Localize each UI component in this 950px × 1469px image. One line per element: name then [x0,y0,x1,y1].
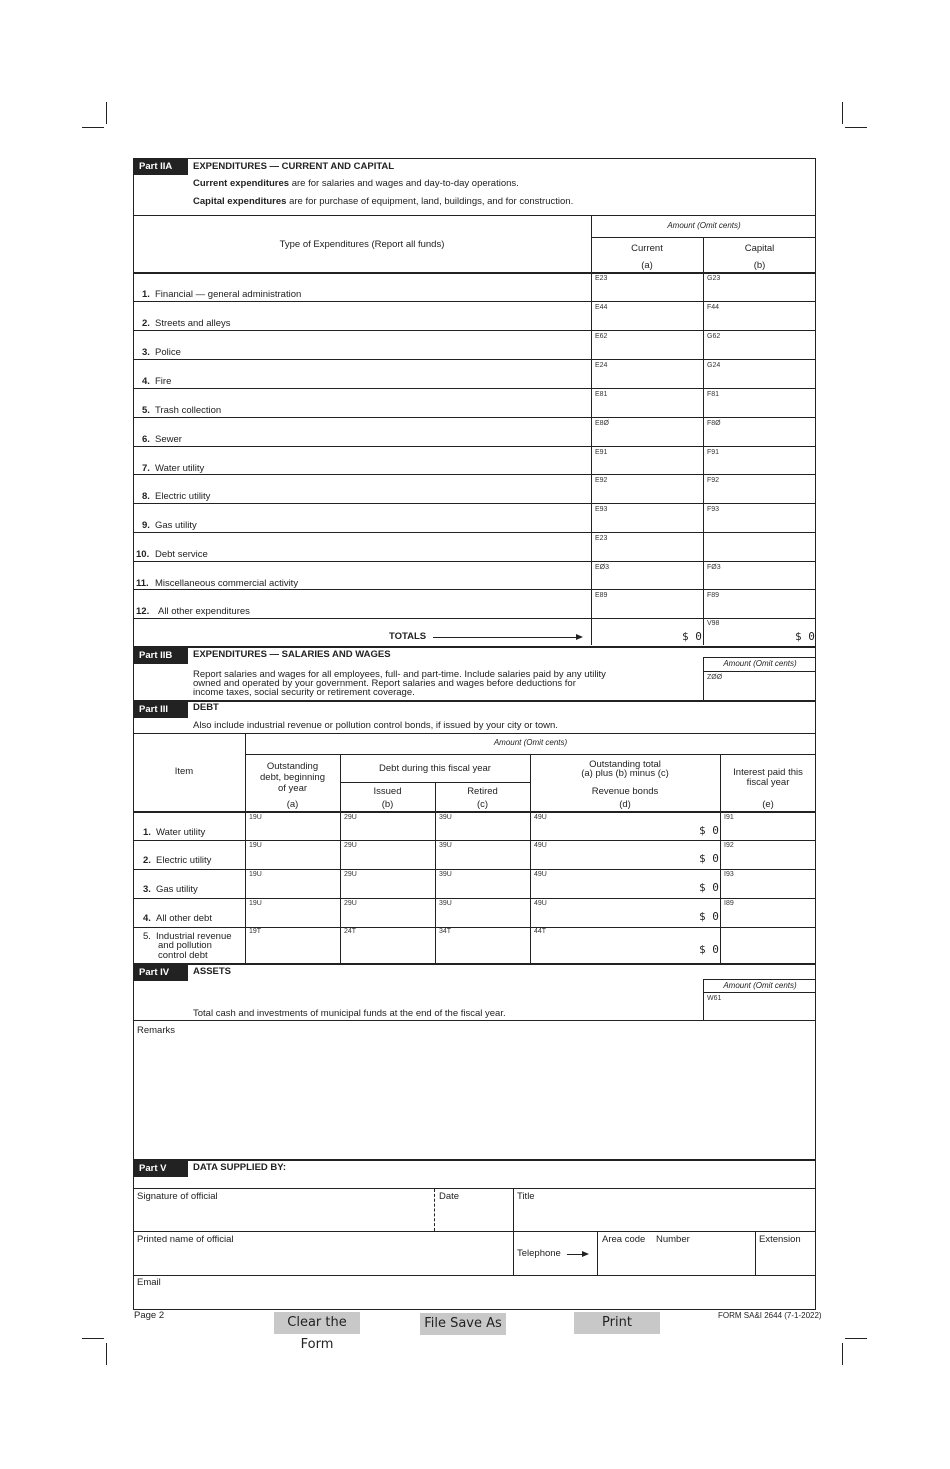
expenditure-current-field[interactable] [593,390,701,416]
debt-code-e: I89 [724,900,734,907]
debt-field-c[interactable] [437,871,528,895]
part-2b-desc-line2: owned and operated by your government. Report salaries and wages before deductions for [193,678,576,689]
debt-code-c: 39U [439,900,452,907]
debt-row-total[interactable]: $ 0 [699,824,719,837]
expenditure-current-field[interactable] [593,448,701,474]
extension-label: Extension [759,1234,801,1245]
expenditure-capital-field[interactable] [705,563,814,589]
crop-mark [845,127,867,128]
expenditure-capital-field[interactable] [705,591,814,617]
debt-field-e[interactable] [722,842,814,866]
debt-code-b: 29U [344,842,357,849]
date-label: Date [439,1191,460,1202]
expenditure-row-num: 8. [142,491,150,502]
part-4-desc: Total cash and investments of municipal funds at the end of the fiscal year. [193,1008,506,1019]
signature-label: Signature of official [137,1191,218,1202]
col-b-sub: (b) [381,799,394,810]
printed-name-field[interactable] [134,1247,512,1274]
expenditure-row-label: Financial — general administration [155,289,302,300]
debt-code-e: I92 [724,842,734,849]
debt-row-label: All other debt [156,913,212,924]
title-label: Title [517,1191,535,1202]
col-current-header: Current [631,243,663,254]
debt-field-a[interactable] [247,871,338,895]
telephone-arrow-icon [567,1254,583,1255]
debt-row-5-code-b: 24T [344,928,357,935]
debt-field-e[interactable] [722,900,814,924]
debt-row-label: Water utility [156,827,206,838]
expenditure-row-num: 6. [142,434,150,445]
print-button[interactable]: Print [574,1312,660,1334]
expenditure-row-num: 9. [142,520,150,531]
expenditure-row-label: Fire [155,376,172,387]
expenditure-row-num: 11. [136,578,149,589]
remarks-label: Remarks [137,1025,176,1036]
clear-form-button[interactable]: Clear the Form [274,1312,360,1334]
debt-row-5-num: 5. [143,931,151,942]
expenditure-code-capital: FØ3 [707,564,721,571]
part-4-title: ASSETS [193,966,232,977]
expenditure-code-current: E92 [595,477,608,484]
expenditure-code-capital: F44 [707,304,720,311]
debt-row-5-label-1: Industrial revenue [156,931,232,942]
expenditure-capital-field[interactable] [705,274,814,300]
debt-code-e: I91 [724,814,734,821]
title-field[interactable] [515,1204,814,1230]
part-2b-amount-header: Amount (Omit cents) [723,659,797,668]
part-2b-title: EXPENDITURES — SALARIES AND WAGES [193,649,391,660]
debt-field-b[interactable] [342,900,433,924]
total-capital-value[interactable]: $ 0 [795,630,815,643]
debt-field-c[interactable] [437,900,528,924]
debt-row-label: Electric utility [156,855,212,866]
expenditure-row-label: Trash collection [155,405,222,416]
col-e-sub: (e) [762,799,774,810]
debt-field-e[interactable] [722,871,814,895]
part-4-code: W61 [707,995,722,1002]
debt-code-b: 29U [344,814,357,821]
col-a-header-3: of year [277,783,308,794]
crop-mark [106,1343,107,1365]
debt-code-d: 49U [534,871,547,878]
debt-row-5-total[interactable]: $ 0 [699,943,719,956]
expenditure-code-current: E23 [595,275,608,282]
col-c-sub: (c) [476,799,489,810]
col-capital-sub: (b) [753,260,766,271]
col-a-header-2: debt, beginning [260,772,325,783]
expenditure-code-current: E91 [595,449,608,456]
expenditure-capital-field[interactable] [705,505,814,531]
telephone-arrowhead-icon [582,1251,589,1257]
expenditure-code-current: E81 [595,391,608,398]
expenditure-row-label: Water utility [155,463,205,474]
debt-code-d: 49U [534,814,547,821]
debt-code-a: 19U [249,900,262,907]
part-2a-title: EXPENDITURES — CURRENT AND CAPITAL [193,161,395,172]
expenditure-code-capital: F81 [707,391,720,398]
part-3-amount-header: Amount (Omit cents) [493,738,568,747]
expenditure-capital-field[interactable] [705,534,814,560]
crop-mark [82,1338,104,1339]
expenditure-row-label: Electric utility [155,491,211,502]
part-2b-tag: Part IIB [134,648,188,664]
expenditure-current-field[interactable] [593,591,701,617]
part-2a-desc-capital: Capital expenditures are for purchase of equipment, land, buildings, and for construction. [193,196,574,207]
col-e-header-2: fiscal year [746,777,790,788]
col-a-header-1: Outstanding [266,761,319,772]
debt-row-5-code-c: 34T [439,928,452,935]
debt-code-a: 19U [249,814,262,821]
expenditure-code-current: E62 [595,333,608,340]
type-of-expenditures-header: Type of Expenditures (Report all funds) [279,239,445,250]
debt-row-label: Gas utility [156,884,198,895]
col-d-header-1: Outstanding total [589,759,661,770]
expenditure-code-capital: F8Ø [707,420,721,427]
date-field[interactable] [437,1204,511,1230]
expenditure-row-num: 7. [142,463,150,474]
debt-field-b[interactable] [342,842,433,866]
date-divider [434,1189,435,1231]
expenditure-row-label: Sewer [155,434,182,445]
col-d-header-3: Revenue bonds [591,786,659,797]
part-2a-amount-header: Amount (Omit cents) [667,221,741,230]
printed-name-label: Printed name of official [137,1234,234,1245]
expenditure-code-capital: F92 [707,477,720,484]
expenditure-current-field[interactable] [593,419,701,445]
expenditure-current-field[interactable] [593,332,701,358]
expenditure-row-num: 3. [142,347,150,358]
expenditure-row-num: 12. [136,606,150,617]
expenditure-code-capital: G23 [707,275,721,282]
debt-row-5-code-d: 44T [534,928,547,935]
totals-label: TOTALS [389,631,427,642]
expenditure-row-num: 4. [142,376,150,387]
col-a-sub: (a) [286,799,299,810]
debt-row-5-label-2: and pollution [158,940,212,951]
expenditure-row-num: 5. [142,405,150,416]
expenditure-current-field[interactable] [593,361,701,387]
part-2b-code: ZØØ [707,674,723,681]
debt-row-num: 1. [143,827,151,838]
expenditure-code-current: E89 [595,592,608,599]
debt-row-num: 4. [143,913,151,924]
part-3-desc: Also include industrial revenue or pollution control bonds, if issued by your city or town. [193,720,558,731]
expenditure-capital-field[interactable] [705,303,814,329]
debt-row-num: 2. [143,855,151,866]
email-label: Email [137,1277,161,1288]
debt-code-c: 39U [439,814,452,821]
expenditure-current-field[interactable] [593,476,701,502]
page-number: Page 2 [134,1310,165,1321]
part-2b-desc-line1: Report salaries and wages for all employees, full- and part-time. Include salaries paid by any utility [193,669,606,680]
expenditure-row-label: Miscellaneous commercial activity [155,578,299,589]
col-b-header: Issued [373,786,402,797]
crop-mark [82,127,104,128]
part-3-tag: Part III [134,702,188,718]
debt-code-a: 19U [249,871,262,878]
expenditure-code-capital: G24 [707,362,721,369]
expenditure-code-current: E23 [595,535,608,542]
debt-row-total[interactable]: $ 0 [699,881,719,894]
totals-arrow-icon [433,637,581,638]
total-current-value[interactable]: $ 0 [682,630,702,643]
expenditure-current-field[interactable] [593,303,701,329]
expenditure-code-current: E24 [595,362,608,369]
expenditure-current-field[interactable] [593,274,701,300]
remarks-field[interactable] [134,1040,814,1158]
expenditure-current-field[interactable] [593,534,701,560]
expenditure-row-num: 10. [136,549,150,560]
debt-row-5-label-3: control debt [158,950,208,961]
totals-arrowhead-icon [576,634,583,640]
debt-field-c[interactable] [437,842,528,866]
expenditure-code-current: E8Ø [595,420,610,427]
area-code-label: Area code [602,1234,646,1245]
expenditure-code-capital: F91 [707,449,720,456]
debt-field-a[interactable] [247,842,338,866]
debt-field-a[interactable] [247,900,338,924]
debt-field-b[interactable] [342,871,433,895]
expenditure-code-current: EØ3 [595,564,610,571]
col-current-sub: (a) [641,260,653,271]
email-field[interactable] [134,1290,814,1308]
expenditure-capital-field[interactable] [705,332,814,358]
expenditure-capital-field[interactable] [705,361,814,387]
part-4-amount-header: Amount (Omit cents) [723,981,797,990]
expenditure-code-current: E93 [595,506,608,513]
telephone-label: Telephone [517,1248,561,1259]
debt-code-b: 29U [344,900,357,907]
expenditure-current-field[interactable] [593,505,701,531]
debt-code-a: 19U [249,842,262,849]
col-capital-header: Capital [744,243,775,254]
debt-field-a[interactable] [247,814,338,838]
crop-mark [106,102,107,124]
part-5-tag: Part V [134,1161,188,1177]
extension-field[interactable] [757,1247,814,1274]
col-d-sub: (d) [619,799,631,810]
debt-code-c: 39U [439,871,452,878]
col-debt-during-header: Debt during this fiscal year [379,763,491,774]
debt-row-num: 3. [143,884,151,895]
expenditure-capital-field[interactable] [705,476,814,502]
expenditure-code-current: E44 [595,304,608,311]
crop-mark [842,102,843,124]
signature-field[interactable] [134,1204,434,1230]
expenditure-code-capital: F93 [707,506,720,513]
expenditure-code-capital: G62 [707,333,721,340]
debt-row-total[interactable]: $ 0 [699,852,719,865]
expenditure-row-label: Police [155,347,181,358]
part-2a-tag: Part IIA [134,159,188,175]
part-3-title: DEBT [193,702,219,713]
expenditure-row-num: 2. [142,318,150,329]
debt-field-c[interactable] [437,814,528,838]
debt-row-5-code-a: 19T [249,928,262,935]
col-c-header: Retired [467,786,498,797]
expenditure-row-label: Streets and alleys [155,318,231,329]
col-item-header: Item [174,766,194,777]
form-number: FORM SA&I 2644 (7-1-2022) [718,1311,822,1320]
expenditure-capital-field[interactable] [705,448,814,474]
debt-code-c: 39U [439,842,452,849]
part-2a-desc-current: Current expenditures are for salaries and wages and day-to-day operations. [193,178,519,189]
crop-mark [845,1338,867,1339]
expenditure-code-capital: F89 [707,592,720,599]
debt-code-e: I93 [724,871,734,878]
expenditure-row-label: Debt service [155,549,208,560]
part-4-tag: Part IV [134,965,188,981]
expenditure-current-field[interactable] [593,563,701,589]
debt-row-total[interactable]: $ 0 [699,910,719,923]
file-save-as-button[interactable]: File Save As [420,1313,506,1335]
col-e-header-1: Interest paid this [733,767,803,778]
expenditure-row-label: All other expenditures [158,606,250,617]
expenditure-capital-field[interactable] [705,419,814,445]
debt-code-d: 49U [534,900,547,907]
totals-code-b: V98 [707,620,720,627]
col-d-header-2: (a) plus (b) minus (c) [581,768,669,779]
phone-number-field[interactable] [599,1247,753,1274]
expenditure-row-num: 1. [142,289,150,300]
crop-mark [842,1343,843,1365]
expenditure-capital-field[interactable] [705,390,814,416]
part-2b-desc-line3: income taxes, social security or retirement coverage. [193,687,415,698]
debt-field-e[interactable] [722,814,814,838]
number-label: Number [656,1234,690,1245]
debt-code-d: 49U [534,842,547,849]
expenditure-row-label: Gas utility [155,520,197,531]
debt-field-b[interactable] [342,814,433,838]
debt-code-b: 29U [344,871,357,878]
part-5-title: DATA SUPPLIED BY: [193,1162,287,1173]
